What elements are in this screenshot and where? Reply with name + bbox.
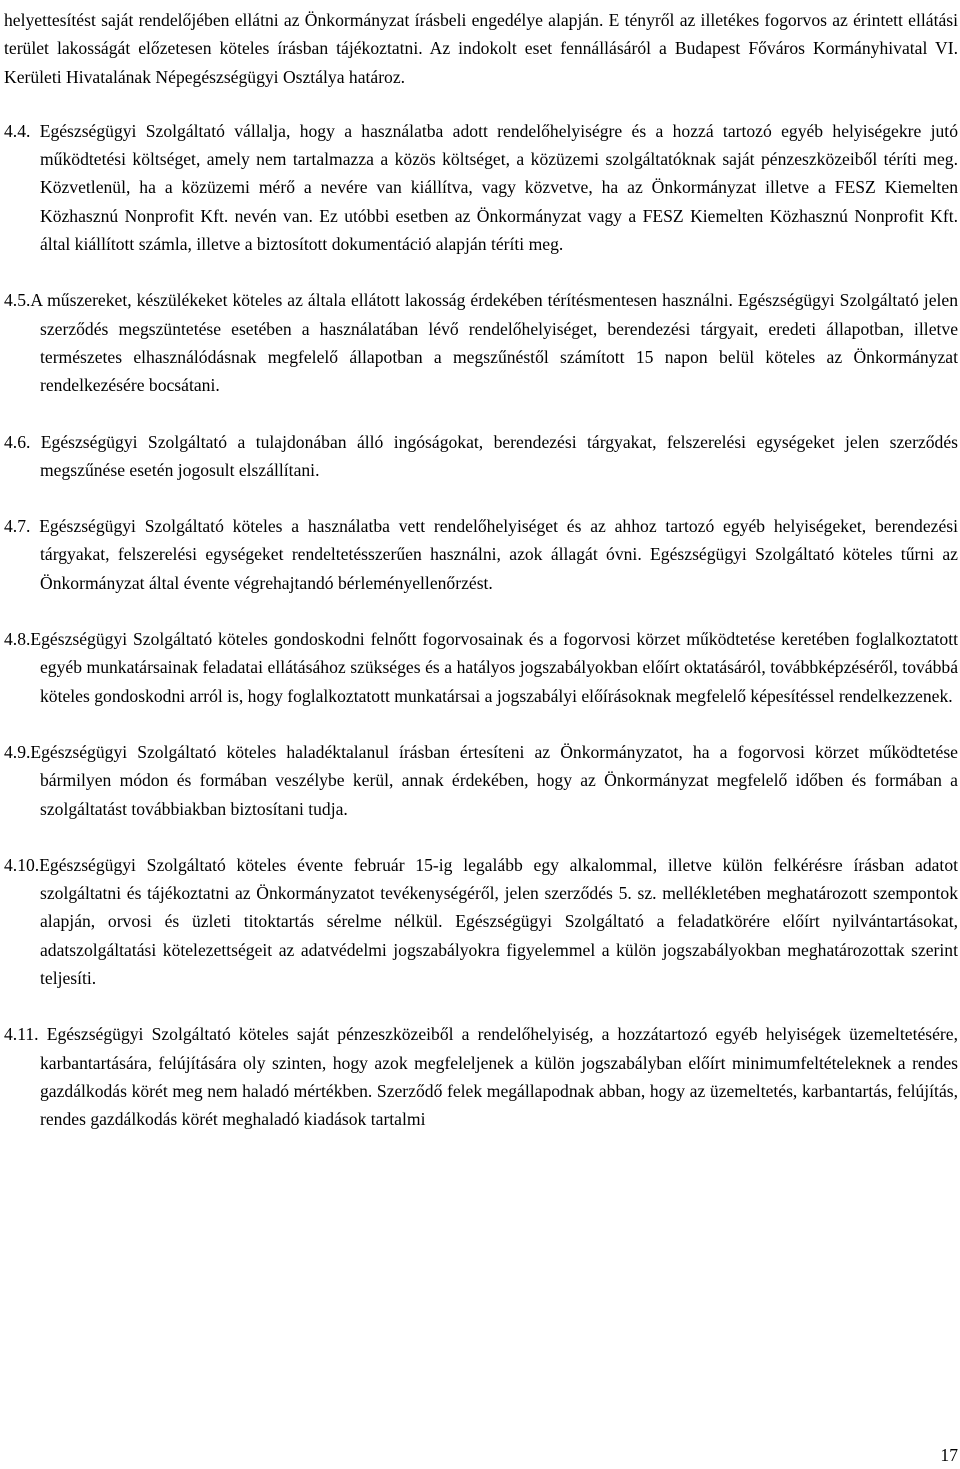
section-text: Egészségügyi Szolgáltató köteles saját pénzeszközeiből a rendelőhelyiség, a hozzátartozó egyéb helyiségek üzemeltetésére, karbantartására, felújítására oly szinten, hogy azok megfeleljenek a külön jogszabályban előírt minimumfeltételeknek a rendes gazdálkodás körét meg nem haladó mértékben. Szerződő felek megállapodnak abban, hogy az üzemeltetés, karbantartás, felújítás, rendes gazdálkodás körét meghaladó kiadások tartalmi — [40, 1024, 958, 1130]
section-text: A műszereket, készülékeket köteles az általa ellátott lakosság érdekében térítésmentesen használni. Egészségügyi Szolgáltató jelen szerződés megszüntetése esetében a használatában lévő rendelőhelyiséget, berendezési tárgyait, eredeti állapotban, illetve természetes elhasználódásnak megfelelő állapotban a megszűnéstől számított 15 napon belül köteles az Önkormányzat rendelkezésére bocsátani. — [30, 290, 958, 396]
section-number: 4.7. — [4, 516, 31, 537]
page-number: 17 — [940, 1445, 958, 1465]
section-4-7 — [4, 512, 958, 597]
section-text: Egészségügyi Szolgáltató köteles gondoskodni felnőtt fogorvosainak és a fogorvosi körzet működtetése keretében foglalkoztatott egyéb munkatársainak feladatai ellátásához szükséges és a hatályos jogszabályokban előírt oktatásáról, továbbképzéséről, továbbá köteles gondoskodni arról is, hogy foglalkoztatott munkatársai a jogszabályi előírásoknak megfelelő képesítéssel rendelkezzenek. — [30, 629, 958, 706]
section-4-10 — [4, 851, 958, 992]
section-4-5 — [4, 286, 958, 399]
section-text: Egészségügyi Szolgáltató vállalja, hogy a használatba adott rendelőhelyiségre és a hozzá tartozó egyéb helyiségekre jutó működtetési költséget, amely nem tartalmazza a közös költséget, a közüzemi szolgáltatóknak saját pénzeszközeiből téríti meg. Közvetlenül, ha a közüzemi mérő a nevére van kiállítva, vagy közvetve, ha az Önkormányzat illetve a FESZ Kiemelten Közhasznú Nonprofit Kft. nevén van. Ez utóbbi esetben az Önkormányzat vagy a FESZ Kiemelten Közhasznú Nonprofit Kft. által kiállított számla, illetve a biztosított dokumentáció alapján téríti meg. — [39, 120, 958, 255]
section-text: Egészségügyi Szolgáltató köteles évente február 15-ig legalább egy alkalommal, illetve külön felkérésre írásban adatot szolgáltatni és tájékoztatni az Önkormányzatot tevékenységéről, jelen szerződés 5. sz. mellékletében meghatározott szempontok alapján, orvosi és üzleti titoktartás sérelme nélkül. Egészségügyi Szolgáltató a feladatkörére előírt nyilvántartásokat, adatszolgáltatási kötelezettségeit az adatvédelmi jogszabályokra figyelemmel a külön jogszabályokban meghatározottak szerint teljesíti. — [39, 854, 958, 989]
section-4-11 — [4, 1020, 958, 1133]
section-4-6 — [4, 428, 958, 485]
section-number: 4.11. — [4, 1024, 39, 1045]
section-number: 4.10. — [4, 854, 40, 875]
section-text: Egészségügyi Szolgáltató a tulajdonában álló ingóságokat, berendezési tárgyakat, felszerelési egységeket jelen szerződés megszűnése esetén jogosult elszállítani. — [40, 431, 958, 480]
section-number: 4.5. — [4, 290, 31, 311]
section-number: 4.4. — [4, 120, 31, 141]
section-number: 4.9. — [4, 741, 31, 762]
section-text: Egészségügyi Szolgáltató köteles haladéktalanul írásban értesíteni az Önkormányzatot, ha a fogorvosi körzet működtetése bármilyen módon és formában veszélybe kerül, annak érdekében, hogy az Önkormányzat megfelelő időben és formában a szolgáltatást továbbiakban biztosítani tudja. — [30, 741, 958, 819]
section-number: 4.6. — [4, 431, 31, 452]
section-number: 4.8. — [4, 629, 31, 650]
section-4-9 — [4, 738, 958, 823]
continuation-paragraph: helyettesítést saját rendelőjében ellátni az Önkormányzat írásbeli engedélye alapján. E tényről az illetékes fogorvos az érintett ellátási terület lakosságát előzetesen köteles írásban tájékoztatni. Az indokolt eset fennállásáról a Budapest Főváros Kormányhivatal VI. Kerületi Hivatalának Népegészségügyi Osztálya határoz. — [4, 10, 958, 87]
section-4-8 — [4, 625, 958, 710]
section-text: Egészségügyi Szolgáltató köteles a használatba vett rendelőhelyiséget és az ahhoz tartozó egyéb helyiségeket, berendezési tárgyakat, felszerelési egységeket rendeltetésszerűen használni, azok állagát óvni. Egészségügyi Szolgáltató köteles tűrni az Önkormányzat által évente végrehajtandó bérleményellenőrzést. — [39, 516, 958, 593]
section-4-4 — [4, 117, 958, 258]
